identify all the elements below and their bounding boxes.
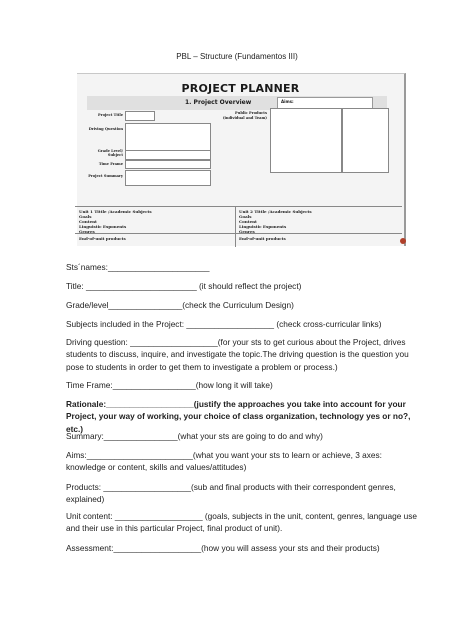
page-header: PBL – Structure (Fundamentos III): [176, 52, 298, 61]
driving-question-box: [125, 123, 211, 151]
project-title-box: [125, 111, 155, 121]
field-title: Title: ________________________ (it should reflect the project): [66, 281, 302, 291]
field-time-frame: Time Frame:__________________(how long it will take): [66, 380, 273, 390]
field-subjects: Subjects included in the Project: ___________________ (check cross-curricular links): [66, 319, 382, 329]
overview-heading: 1. Project Overview: [185, 99, 252, 106]
field-driving-question: Driving question: ___________________(for your sts to get curious about the Project, drives students to discuss, inquire, and investigate the topic.The driving question is the question you pose to students in order to get them to investigate a problem or process.): [66, 337, 409, 372]
unit2-end: End-of-unit products: [239, 236, 286, 241]
time-frame-label: Time Frame: [98, 162, 123, 166]
unit1-end: End-of-unit products: [79, 236, 126, 241]
unit1-content: Content: [79, 219, 97, 224]
project-planner-image: [77, 73, 406, 246]
planner-title: PROJECT PLANNER: [181, 82, 300, 95]
field-sts-names: Sts´names:______________________: [66, 262, 210, 272]
unit1-goals: Goals: [79, 214, 92, 219]
unit2-content: Content: [239, 219, 257, 224]
unit1-linguistic: Linguistic Exponents: [79, 224, 127, 229]
project-title-label: Project Title: [97, 113, 123, 117]
public-products-label: Public Products (individual and Team): [222, 111, 267, 120]
driving-question-label: Driving Question: [88, 127, 123, 131]
units-table: [75, 206, 402, 247]
unit1-title: Unit 1 Tittle /Academic Subjects: [79, 209, 152, 214]
field-unit-content: Unit content: ___________________ (goals, subjects in the unit, content, genres, language use and their use in this particular Project, final product of unit).: [66, 511, 418, 534]
unit1-block: [79, 209, 152, 234]
field-rationale: Rationale:___________________(justify the approaches you take into account for your Project, your way of working, your choice of class organization, technology yes or no?, etc.): [66, 399, 411, 434]
unit2-linguistic: Linguistic Exponents: [239, 224, 287, 229]
unit2-block: [239, 209, 312, 234]
unit2-goals: Goals: [239, 214, 252, 219]
field-summary: Summary:________________(what your sts are going to do and why): [66, 431, 323, 441]
project-summary-box: [125, 170, 211, 186]
unit1-genres: Genres: [79, 229, 95, 234]
public-products-box: [270, 108, 342, 173]
field-aims: Aims:_______________________(what you want your sts to learn or achieve, 3 axes: knowledge or content, skills and values/attitudes): [66, 450, 382, 473]
field-grade-level: Grade/level________________(check the Curriculum Design): [66, 300, 294, 310]
field-products: Products: ___________________(sub and final products with their correspondent genres, explained): [66, 482, 396, 505]
aims-label: Aims:: [281, 99, 294, 104]
corner-marker: [400, 238, 406, 244]
aims-detail-box: [342, 108, 389, 173]
unit2-genres: Genres: [239, 229, 255, 234]
grade-level-box: [125, 150, 211, 160]
project-summary-label: Project Summary: [88, 174, 123, 178]
grade-level-label: Grade Level/ Subject: [97, 149, 123, 157]
time-frame-box: [125, 160, 211, 169]
unit2-title: Unit 2 Tittle /Academic Subjects: [239, 209, 312, 214]
field-assessment: Assessment:___________________(how you will assess your sts and their products): [66, 543, 380, 553]
